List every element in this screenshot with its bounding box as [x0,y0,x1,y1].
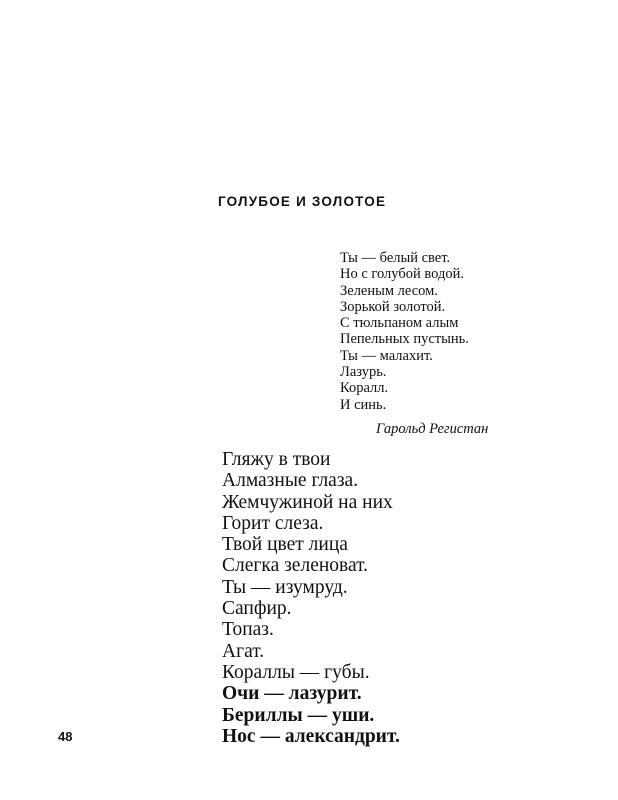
poem-line: Нос — александрит. [222,725,400,747]
poem-line: Жемчужиной на них [222,491,393,513]
poem-line: Агат. [222,640,265,662]
epigraph-line: Зеленым лесом. [340,282,438,299]
poem-line: Бериллы — уши. [222,704,375,726]
poem-line: Твой цвет лица [222,534,348,556]
poem-line: Гляжу в твои [222,449,331,470]
epigraph-line: Ты — белый свет. [340,250,451,266]
epigraph-line: Пепельных пустынь. [340,331,469,348]
epigraph-line: Зорькой золотой. [340,298,446,315]
poem-body [222,449,400,747]
poem-line: Топаз. [222,619,274,641]
epigraph-line: Коралл. [340,380,389,397]
poem-line: Горит слеза. [222,512,324,534]
poem-line: Слегка зеленоват. [222,555,369,577]
page-title: ГОЛУБОЕ И ЗОЛОТОЕ [218,194,387,209]
epigraph-line: Но с голубой водой. [340,266,464,283]
poem-line: Ты — изумруд. [222,576,348,598]
epigraph [340,250,469,413]
poem-line: Очи — лазурит. [222,683,362,705]
poem-line: Кораллы — губы. [222,661,370,683]
poem-line: Алмазные глаза. [222,470,359,492]
epigraph-author: Гарольд Регистан [376,421,489,437]
poem-line: Сапфир. [222,598,292,620]
epigraph-line: Лазурь. [340,364,387,381]
epigraph-line: С тюльпаном алым [340,315,459,332]
page-number: 48 [58,729,73,744]
epigraph-line: И синь. [340,396,387,413]
epigraph-line: Ты — малахит. [340,347,433,364]
